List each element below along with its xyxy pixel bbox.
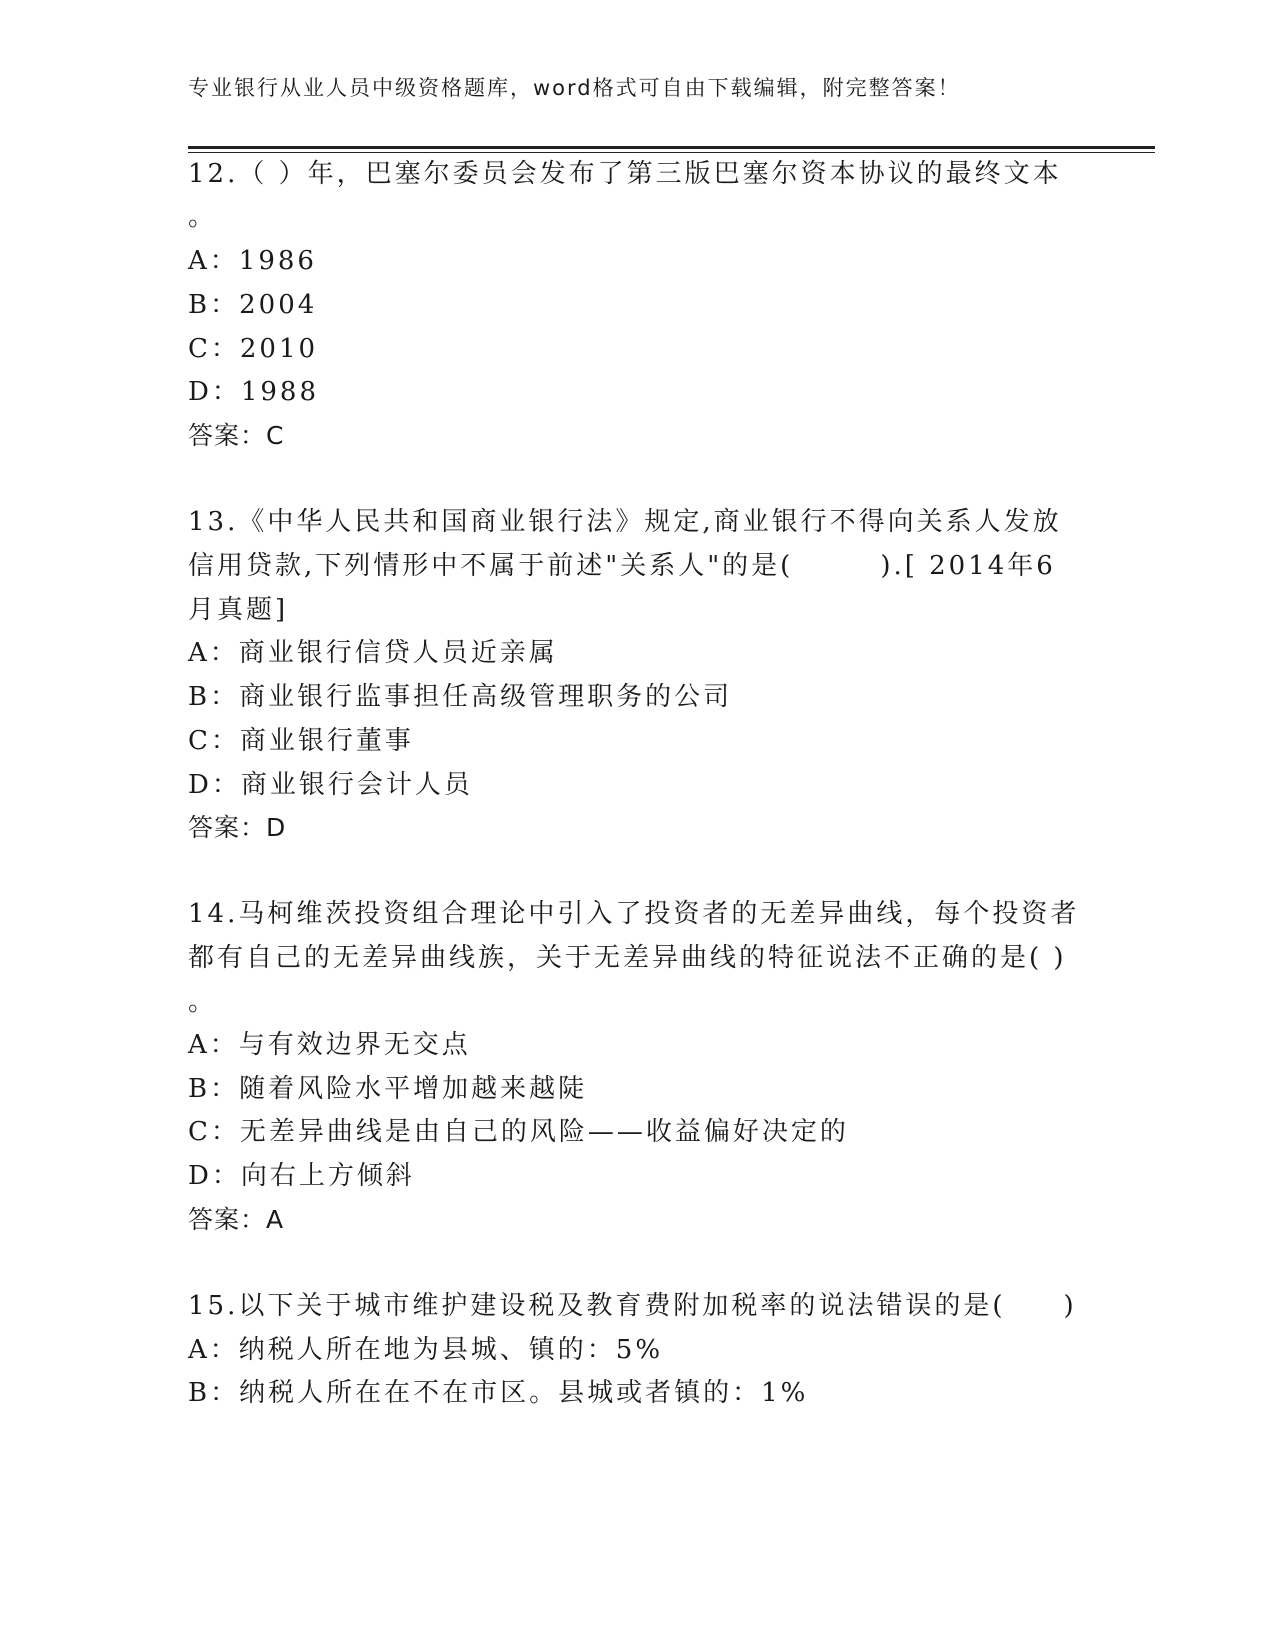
question-14-option-a: A：与有效边界无交点 bbox=[188, 1030, 471, 1060]
question-14-answer: 答案：A bbox=[188, 1205, 285, 1234]
question-14-stem-line-2: 都有自己的无差异曲线族，关于无差异曲线的特征说法不正确的是( ) bbox=[188, 943, 1067, 973]
question-14-stem-line-3: 。 bbox=[188, 987, 218, 1017]
header-rule-thick bbox=[188, 146, 1155, 149]
question-12-option-d: D：1988 bbox=[188, 377, 320, 407]
question-13-stem-line-1: 13.《中华人民共和国商业银行法》规定,商业银行不得向关系人发放 bbox=[188, 507, 1062, 537]
question-13-option-b: B：商业银行监事担任高级管理职务的公司 bbox=[188, 682, 733, 712]
question-13-answer: 答案：D bbox=[188, 813, 287, 842]
question-14-stem-line-1: 14.马柯维茨投资组合理论中引入了投资者的无差异曲线，每个投资者 bbox=[188, 899, 1080, 929]
question-13-option-d: D：商业银行会计人员 bbox=[188, 770, 473, 800]
question-13-option-c: C：商业银行董事 bbox=[188, 726, 414, 756]
question-12-option-c: C：2010 bbox=[188, 334, 319, 364]
question-13-option-a: A：商业银行信贷人员近亲属 bbox=[188, 638, 558, 668]
question-13-stem-line-2: 信用贷款,下列情形中不属于前述"关系人"的是( ).[ 2014年6 bbox=[188, 551, 1056, 581]
page-header: 专业银行从业人员中级资格题库，word格式可自由下载编辑，附完整答案！ bbox=[188, 76, 961, 100]
question-12-stem-line-1: 12.（ ）年，巴塞尔委员会发布了第三版巴塞尔资本协议的最终文本 bbox=[188, 159, 1062, 189]
header-rule-thin bbox=[188, 152, 1155, 153]
question-15-stem-line-1: 15.以下关于城市维护建设税及教育费附加税率的说法错误的是( ) bbox=[188, 1291, 1077, 1321]
question-13-stem-line-3: 月真题] bbox=[188, 595, 289, 625]
question-14-option-c: C：无差异曲线是由自己的风险——收益偏好决定的 bbox=[188, 1117, 849, 1147]
question-12-stem-line-2: 。 bbox=[188, 202, 218, 232]
question-12-option-b: B：2004 bbox=[188, 290, 318, 320]
question-12-answer: 答案：C bbox=[188, 421, 285, 450]
question-15-option-a: A：纳税人所在地为县城、镇的：5% bbox=[188, 1335, 664, 1365]
question-12-option-a: A：1986 bbox=[188, 246, 317, 276]
question-14-option-d: D：向右上方倾斜 bbox=[188, 1161, 415, 1191]
question-15-option-b: B：纳税人所在在不在市区。县城或者镇的：1% bbox=[188, 1378, 809, 1408]
question-14-option-b: B：随着风险水平增加越来越陡 bbox=[188, 1074, 588, 1104]
